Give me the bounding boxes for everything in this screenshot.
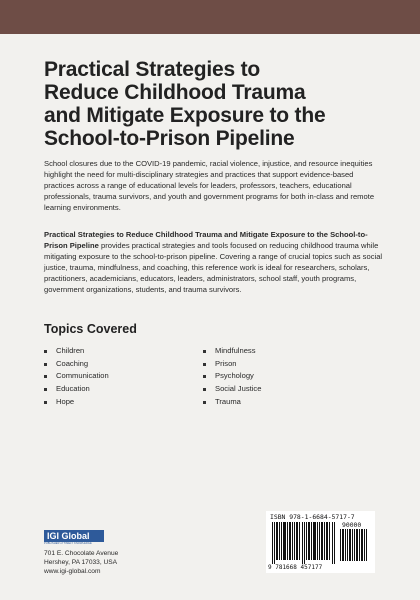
intro-paragraph: School closures due to the COVID-19 pandemic, racial violence, injustice, and resource inequities highlight the need for multi-disciplinary strategies and practices that support evidence-based practices across a range of educational levels for leaders, professors, teachers, educational professionals, trauma survivors, and youth and government programs for both in-class and remote learning environments. — [44, 159, 375, 212]
isbn-number: ISBN 978-1-6684-5717-7 — [270, 513, 355, 521]
publisher-logo-tagline: PUBLISHER of TIMELY KNOWLEDGE — [44, 542, 92, 545]
book-title — [44, 58, 384, 150]
description-paragraph — [44, 229, 384, 295]
address-line: Hershey, PA 17033, USA — [44, 559, 118, 566]
topics-list-left — [44, 345, 109, 409]
publisher-logo-text: IGI Global — [44, 530, 104, 542]
publisher-website: www.igi-global.com — [44, 568, 101, 575]
publisher-address — [44, 549, 118, 576]
barcode-addon-bars — [340, 529, 368, 561]
description-book-title: Practical Strategies to Reduce Childhood Trauma and Mitigate Exposure to the School-to-Prison Pipeline — [44, 230, 368, 250]
topic-item: Psychology — [203, 370, 261, 383]
topic-item: Mindfulness — [203, 345, 261, 358]
barcode-bars — [272, 522, 336, 564]
topic-item: Children — [44, 345, 109, 358]
isbn-barcode — [266, 511, 375, 573]
topic-item: Trauma — [203, 396, 261, 409]
topic-item: Social Justice — [203, 383, 261, 396]
topic-item: Hope — [44, 396, 109, 409]
topic-item: Prison — [203, 358, 261, 371]
price-code: 90000 — [342, 521, 362, 529]
topics-list-right — [203, 345, 261, 409]
publisher-logo — [44, 530, 106, 545]
topic-item: Communication — [44, 370, 109, 383]
topic-item: Education — [44, 383, 109, 396]
description-text: provides practical strategies and tools focused on reducing childhood trauma while mitigating exposure to the school-to-prison pipeline. Covering a range of crucial topics such as social justice, trauma, mindfulness, and coaching, this reference work is ideal for researchers, scholars, practitioners, academicians, educators, leaders, administrators, school staff, youth programs, government organizations, students, and trauma survivors. — [44, 241, 383, 294]
barcode-digits: 9 781668 457177 — [268, 564, 323, 571]
topics-heading: Topics Covered — [44, 322, 137, 336]
topic-item: Coaching — [44, 358, 109, 371]
title-line: Reduce Childhood Trauma — [44, 81, 306, 104]
title-line: and Mitigate Exposure to the — [44, 104, 326, 127]
top-color-band — [0, 0, 420, 34]
title-line: Practical Strategies to — [44, 58, 260, 81]
address-line: 701 E. Chocolate Avenue — [44, 550, 119, 557]
title-line: School-to-Prison Pipeline — [44, 127, 295, 150]
